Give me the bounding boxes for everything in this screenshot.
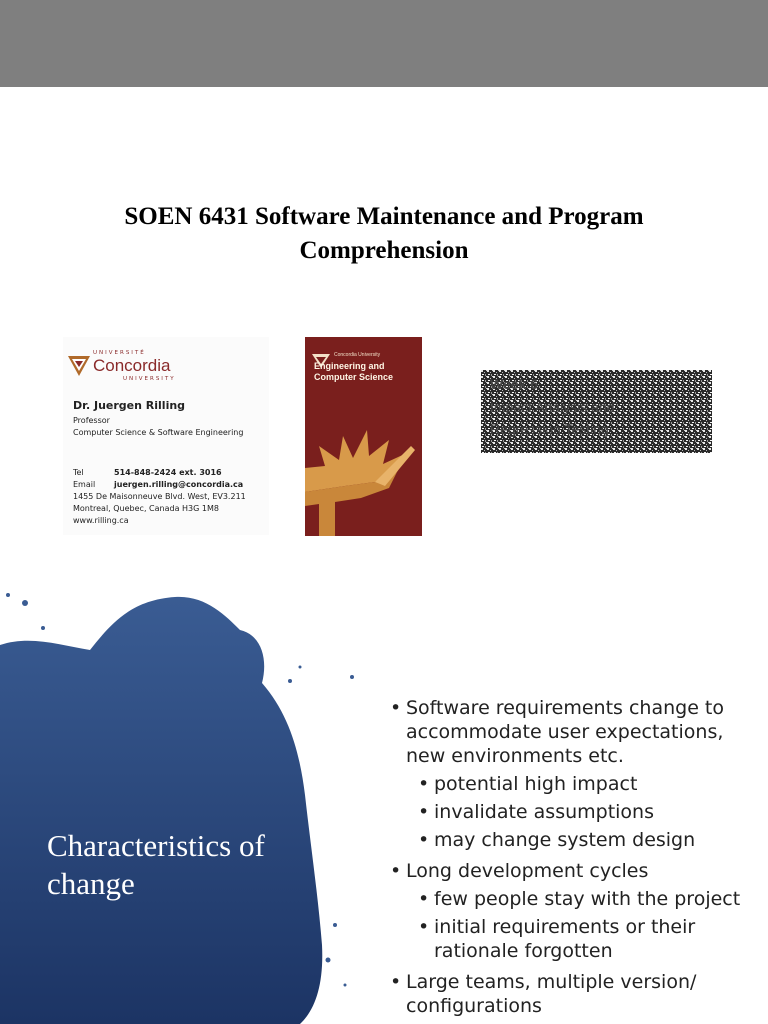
person-department: Computer Science & Software Engineering (73, 428, 244, 437)
week-label-box (481, 370, 712, 453)
address-line-1: 1455 De Maisonneuve Blvd. West, EV3.211 (73, 492, 246, 501)
email-label: Email (73, 480, 96, 489)
sub-bullet-item: • initial requirements or their rationale forgotten (390, 915, 760, 963)
university-name: Concordia (93, 356, 171, 375)
week-topic-line-2: Regression Testing (490, 421, 609, 437)
burst-graphic-icon (305, 406, 422, 536)
bullet-item: • Long development cycles (390, 859, 760, 883)
person-name: Dr. Juergen Rilling (73, 399, 186, 412)
slide-2-title: Characteristics of change (47, 828, 265, 901)
week-number: Week 6 (490, 376, 538, 392)
university-label-bottom: UNIVERSITY (123, 376, 176, 382)
tel-row (73, 468, 222, 477)
slide-1 (0, 87, 768, 565)
concordia-logo-icon (66, 352, 92, 378)
website: www.rilling.ca (73, 516, 129, 525)
email-value: juergen.rilling@concordia.ca (114, 480, 244, 489)
person-role: Professor (73, 416, 110, 425)
address-line-2: Montreal, Quebec, Canada H3G 1M8 (73, 504, 219, 513)
faculty-brochure (305, 337, 422, 536)
blue-paint-splash (0, 565, 380, 1024)
business-card (63, 337, 269, 535)
slide-1-title: SOEN 6431 Software Maintenance and Program Comprehension (124, 203, 644, 264)
sub-bullet-item: • few people stay with the project (390, 887, 760, 911)
tel-value: 514-848-2424 ext. 3016 (114, 468, 222, 477)
brochure-faculty: Engineering and Computer Science (314, 361, 394, 382)
top-gray-bar (0, 0, 768, 87)
week-topic-line-1: Impact Analysis and (490, 399, 615, 415)
bullet-item: • Large teams, multiple version/ configurations (390, 970, 760, 1018)
bullet-list (390, 696, 760, 1018)
slide-2 (0, 565, 768, 1024)
brochure-university: Concordia University (334, 352, 381, 358)
bullet-item: • Software requirements change to accommodate user expectations, new environments etc. (390, 696, 760, 768)
university-label-top: UNIVERSITÉ (93, 350, 146, 356)
tel-label: Tel (73, 468, 84, 477)
sub-bullet-item: • may change system design (390, 828, 760, 852)
email-row (73, 480, 244, 489)
sub-bullet-item: • potential high impact (390, 772, 760, 796)
sub-bullet-item: • invalidate assumptions (390, 800, 760, 824)
